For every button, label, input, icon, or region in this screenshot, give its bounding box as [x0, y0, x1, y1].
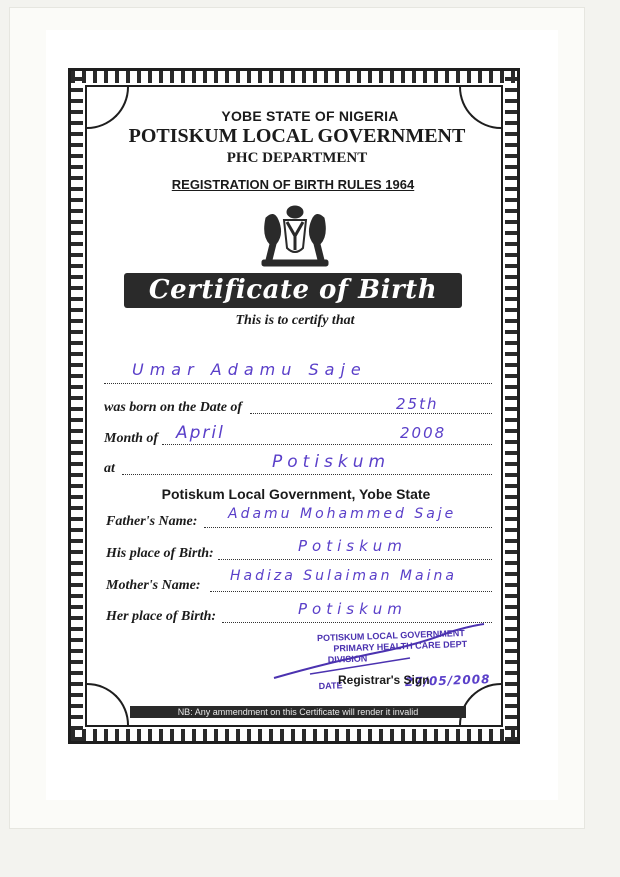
mother-label: Mother's Name:	[106, 578, 201, 593]
at-line	[122, 474, 492, 475]
month-label: Month of	[104, 431, 159, 446]
mother-line	[210, 591, 492, 592]
mother-value: Hadiza Sulaiman Maina	[230, 568, 457, 584]
certify-text: This is to certify that	[235, 313, 355, 328]
coat-of-arms-icon	[254, 204, 336, 270]
registrar-sign-label: Registrar's Sign	[338, 673, 430, 687]
at-label: at	[104, 461, 115, 476]
footer-note: NB: Any ammendment on this Certificate will render it invalid	[130, 706, 466, 718]
father-value: Adamu Mohammed Saje	[228, 506, 457, 522]
certificate-title-banner: Certificate of Birth	[124, 273, 462, 308]
his-place-value: Potiskum	[298, 537, 407, 555]
his-place-line	[218, 559, 492, 560]
her-place-value: Potiskum	[298, 600, 407, 618]
her-place-label: Her place of Birth:	[106, 609, 217, 624]
rules-heading: REGISTRATION OF BIRTH RULES 1964	[171, 177, 415, 192]
name-line	[104, 383, 492, 384]
stamp-line-2: PRIMARY HEALTH CARE DEPT	[333, 638, 468, 654]
stamp-line-1: POTISKUM LOCAL GOVERNMENT	[316, 628, 465, 644]
father-label: Father's Name:	[106, 514, 198, 529]
dept-heading: PHC DEPARTMENT	[226, 150, 368, 166]
year-value: 2008	[400, 424, 447, 442]
at-value: Potiskum	[272, 452, 391, 472]
lga-state-line: Potiskum Local Government, Yobe State	[161, 486, 431, 502]
stamp-line-3: DIVISION	[327, 653, 368, 665]
dob-line	[250, 413, 492, 414]
state-heading: YOBE STATE OF NIGERIA	[221, 108, 399, 124]
month-line	[162, 444, 492, 445]
month-value: April	[176, 423, 225, 443]
stamp-date-value: 27/05/2008	[404, 672, 491, 690]
corner-ornament	[85, 683, 129, 727]
lga-heading: POTISKUM LOCAL GOVERNMENT	[128, 125, 466, 147]
child-name-value: Umar Adamu Saje	[132, 360, 367, 379]
his-place-label: His place of Birth:	[106, 546, 214, 561]
day-value: 25th	[396, 395, 439, 413]
father-line	[204, 527, 492, 528]
stamp-date-label: DATE	[318, 680, 343, 692]
dob-label: was born on the Date of	[104, 400, 243, 415]
